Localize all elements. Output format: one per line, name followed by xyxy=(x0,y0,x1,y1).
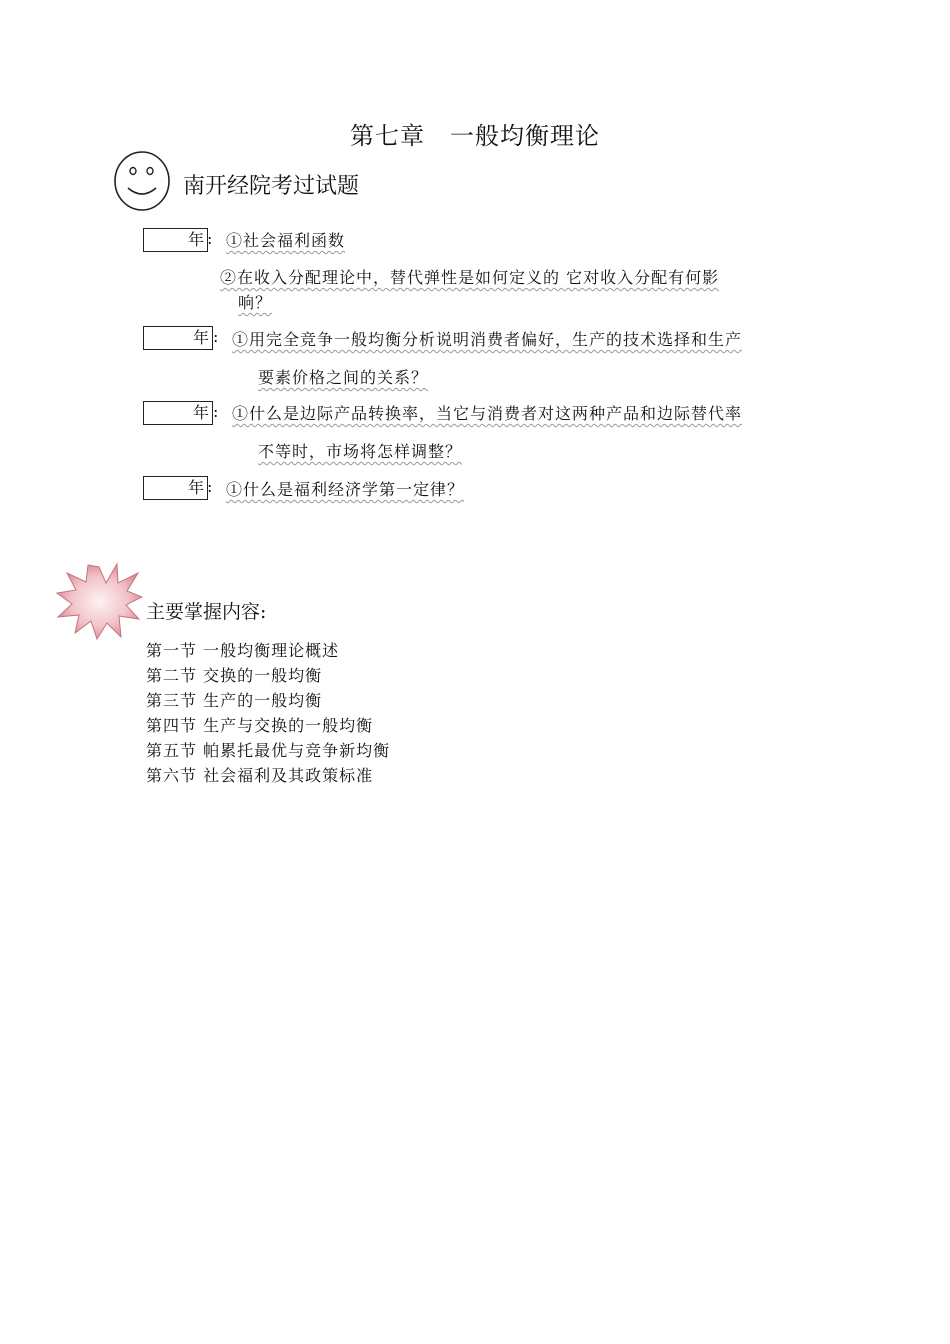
question-line: ①用完全竞争一般均衡分析说明消费者偏好，生产的技术选择和生产 xyxy=(232,330,743,349)
year-label: 年 xyxy=(187,230,204,249)
smiley-face-icon xyxy=(113,150,171,212)
question-line: 要素价格之间的关系？ xyxy=(258,368,429,387)
section-item: 第二节 交换的一般均衡 xyxy=(146,666,323,685)
question-line: ①什么是边际产品转换率，当它与消费者对这两种产品和边际替代率 xyxy=(232,404,743,423)
colon: : xyxy=(213,402,219,421)
question-text xyxy=(232,327,742,350)
year-label: 年 xyxy=(192,403,209,422)
question-text xyxy=(220,265,719,288)
question-text xyxy=(226,228,345,251)
section-item: 第五节 帕累托最优与竞争新均衡 xyxy=(146,741,391,760)
section-item: 第四节 生产与交换的一般均衡 xyxy=(146,716,374,735)
colon: : xyxy=(207,229,213,248)
question-text xyxy=(258,439,462,462)
year-box[interactable] xyxy=(143,476,208,500)
colon: : xyxy=(207,477,213,496)
year-box[interactable] xyxy=(143,228,208,252)
question-line: ②在收入分配理论中，替代弹性是如何定义的 它对收入分配有何影 xyxy=(220,268,720,287)
question-text xyxy=(238,290,272,313)
year-box[interactable] xyxy=(143,326,213,350)
section-item: 第三节 生产的一般均衡 xyxy=(146,691,323,710)
question-line: 响？ xyxy=(238,293,273,312)
master-heading: 主要掌握内容: xyxy=(146,601,267,623)
colon: : xyxy=(213,327,219,346)
chapter-title: 第七章 一般均衡理论 xyxy=(350,122,600,150)
section-item: 第六节 社会福利及其政策标准 xyxy=(146,766,374,785)
question-text xyxy=(226,477,464,500)
question-text xyxy=(232,401,742,424)
year-box[interactable] xyxy=(143,401,213,425)
year-label: 年 xyxy=(187,478,204,497)
year-label: 年 xyxy=(192,328,209,347)
question-line: ①什么是福利经济学第一定律？ xyxy=(226,480,465,499)
question-text xyxy=(258,365,428,388)
section-item: 第一节 一般均衡理论概述 xyxy=(146,641,340,660)
question-line: ①社会福利函数 xyxy=(226,231,346,250)
question-line: 不等时，市场将怎样调整？ xyxy=(258,442,463,461)
star-burst-icon xyxy=(55,561,143,641)
exam-heading: 南开经院考过试题 xyxy=(183,174,360,199)
